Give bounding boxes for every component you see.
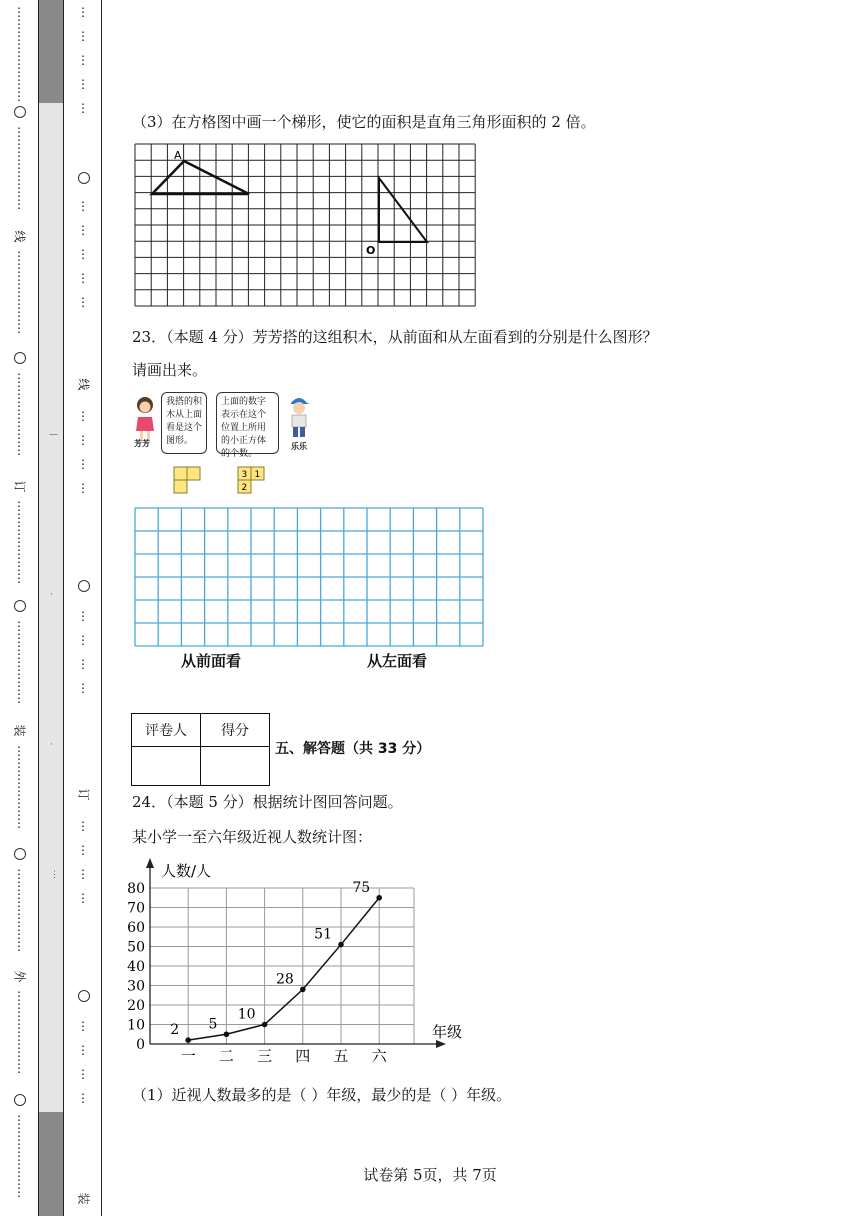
q23-text-line1: 23．（本题 4 分）芳芳搭的这组积木，从前面和从左面看到的分别是什么图形？	[132, 328, 658, 346]
inner-label-line: 线	[76, 378, 91, 391]
score-cell[interactable]	[201, 747, 270, 786]
q24-text-line1: 24．（本题 5 分）根据统计图回答问题。	[132, 793, 403, 811]
q23-text-line2: 请画出来。	[132, 361, 208, 379]
q24-text-line2: 某小学一至六年级近视人数统计图：	[132, 828, 373, 846]
label-left-view: 从左面看	[367, 652, 428, 670]
punch-circle	[78, 172, 90, 184]
y-tick-label: 80	[127, 881, 145, 897]
punch-circle	[14, 1094, 26, 1106]
x-tick-label: 五	[333, 1047, 349, 1065]
girl-name: 芳芳	[134, 438, 150, 448]
cube-count: 2	[241, 483, 248, 493]
binding-margin-outer: ⋮ ⋮ ⋮ ⋮ ⋮ ⋮ ⋮ ⋮ ⋮ ⋮ ⋮ ⋮ ⋮ ⋮ ⋮ 线 ⋮ ⋮ ⋮ ⋮ ⋮ ⋮ ⋮ ⋮ ⋮ ⋮ ⋮ ⋮ ⋮ ⋮ 订 ⋮ ⋮ ⋮ ⋮ ⋮ ⋮ ⋮ ⋮ ⋮ ⋮ ⋮ ⋮ ⋮ ⋮ 装 ⋮ ⋮ ⋮ ⋮ ⋮ ⋮ ⋮ ⋮ ⋮ ⋮ ⋮ ⋮ ⋮ ⋮ 外 ⋮ ⋮ ⋮ ⋮ ⋮ ⋮ ⋮ ⋮ ⋮ ⋮ ⋮ ⋮ ⋮ ⋮	[12, 5, 27, 1199]
grader-cell[interactable]	[132, 747, 201, 786]
punch-circle	[14, 600, 26, 612]
numbered-top-view	[237, 466, 265, 494]
data-label: 75	[352, 879, 371, 896]
margin-label-order: 订	[12, 480, 27, 493]
data-point	[262, 1022, 268, 1028]
triangle-grid	[134, 143, 478, 309]
q24-part1-text: （1）近视人数最多的是（ ）年级，最少的是（ ）年级。	[132, 1086, 512, 1104]
binding-band: — · · ⋮	[38, 0, 64, 1216]
x-tick-label: 二	[218, 1047, 234, 1065]
right-triangle-a	[152, 161, 249, 194]
y-tick-label: 40	[127, 959, 145, 975]
margin-label-outer: 外	[12, 970, 27, 983]
score-header-grader: 评卷人	[132, 714, 201, 747]
punch-circle	[14, 106, 26, 118]
punch-circle	[78, 580, 90, 592]
punch-circle	[14, 352, 26, 364]
myopia-line-chart	[120, 856, 480, 1068]
data-point	[185, 1037, 191, 1043]
y-tick-label: 0	[136, 1037, 145, 1053]
q22-part3-text: （3）在方格图中画一个梯形，使它的面积是直角三角形面积的 2 倍。	[132, 113, 596, 131]
y-tick-label: 30	[127, 978, 145, 995]
drawing-grid[interactable]	[134, 507, 486, 649]
section-five-heading: 五、解答题（共 33 分）	[275, 741, 431, 757]
x-tick-label: 一	[180, 1047, 196, 1065]
inner-label-order: 订	[76, 788, 91, 801]
y-tick-label: 50	[127, 939, 145, 956]
page-footer: 试卷第 5页，共 7页	[363, 1166, 497, 1184]
cube-count: 3	[241, 470, 248, 480]
score-header-score: 得分	[201, 714, 270, 747]
data-label: 10	[237, 1006, 256, 1023]
point-o-label: O	[366, 244, 376, 257]
boy-figure	[286, 395, 312, 441]
inner-label-bind: 装	[76, 1192, 91, 1205]
punch-circle	[78, 990, 90, 1002]
x-tick-label: 四	[295, 1047, 311, 1065]
data-label: 28	[275, 971, 294, 988]
data-point	[338, 942, 344, 948]
data-point	[224, 1031, 230, 1037]
girl-speech-bubble: 我搭的积木从上面看是这个图形。	[161, 392, 207, 454]
label-front-view: 从前面看	[181, 652, 242, 670]
x-axis-label: 年级	[432, 1023, 463, 1041]
y-tick-label: 70	[127, 900, 145, 917]
y-tick-label: 20	[127, 998, 145, 1014]
x-tick-label: 六	[371, 1047, 387, 1065]
data-label: 51	[314, 926, 332, 943]
cube-count: 1	[254, 470, 261, 480]
x-tick-label: 三	[257, 1047, 273, 1065]
boy-name: 乐乐	[291, 441, 307, 451]
boy-speech-bubble: 上面的数字表示在这个位置上所用的小正方体的个数。	[216, 392, 279, 454]
score-table	[131, 713, 270, 786]
punch-circle	[14, 848, 26, 860]
data-point	[300, 987, 306, 993]
right-triangle-o	[379, 178, 427, 242]
y-axis-label: 人数/人	[161, 862, 212, 880]
data-label: 2	[170, 1022, 180, 1039]
data-label: 5	[208, 1016, 218, 1033]
point-a-label: A	[174, 149, 182, 162]
binding-margin-inner: ⋮ ⋮ ⋮ ⋮ ⋮ ⋮ ⋮ ⋮ ⋮ ⋮ 线 ⋮ ⋮ ⋮ ⋮ ⋮ ⋮ ⋮ ⋮ 订 ⋮ ⋮ ⋮ ⋮ ⋮ ⋮ ⋮ ⋮ 装	[76, 5, 91, 1205]
y-tick-label: 60	[127, 920, 145, 936]
data-point	[376, 895, 382, 901]
margin-label-line: 线	[12, 230, 27, 243]
y-tick-label: 10	[127, 1017, 145, 1034]
top-view-shape	[173, 466, 201, 494]
margin-label-bind: 装	[12, 724, 27, 737]
